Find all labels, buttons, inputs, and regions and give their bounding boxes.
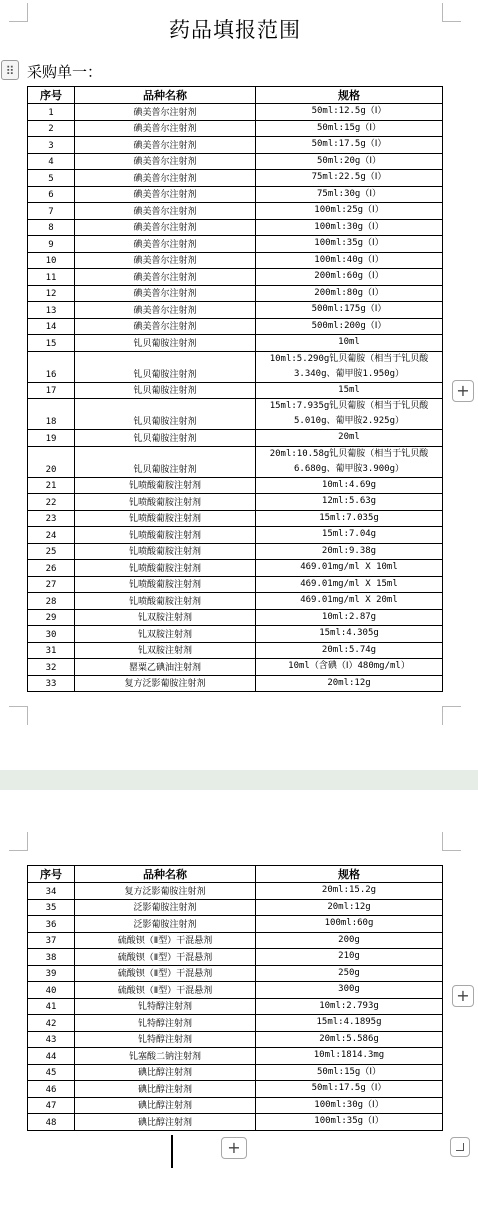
row-drug-name: 碘美普尔注射剂 [75,252,256,269]
row-drug-name: 碘美普尔注射剂 [75,104,256,121]
table-row [28,186,443,203]
add-row-plus-icon[interactable]: + [221,1137,247,1159]
table-header-row [28,866,443,883]
row-drug-name: 硫酸钡（Ⅱ型）干混悬剂 [75,949,256,966]
table-row [28,399,443,430]
add-column-plus-icon[interactable]: + [452,380,474,402]
drug-table-1 [27,86,443,692]
row-spec: 20ml:15.2g [256,883,443,900]
row-seq: 1 [28,104,75,121]
table-row [28,593,443,610]
row-spec: 210g [256,949,443,966]
table-row [28,932,443,949]
row-seq: 7 [28,203,75,220]
row-spec: 15ml [256,382,443,399]
crop-mark [442,706,461,725]
row-seq: 24 [28,527,75,544]
row-seq: 16 [28,351,75,382]
row-spec: 20ml:12g [256,675,443,692]
row-seq: 44 [28,1048,75,1065]
row-seq: 43 [28,1031,75,1048]
table-row [28,137,443,154]
table-row [28,675,443,692]
row-seq: 27 [28,576,75,593]
row-seq: 41 [28,998,75,1015]
table-row [28,982,443,999]
add-column-plus-icon[interactable]: + [452,985,474,1007]
row-spec: 10ml:2.87g [256,609,443,626]
row-spec: 100ml:35g（Ⅰ） [256,1114,443,1131]
row-spec: 10ml [256,335,443,352]
row-seq: 13 [28,302,75,319]
row-spec: 20ml:10.58g钆贝葡胺（相当于钆贝酸6.680g、葡甲胺3.900g） [256,446,443,477]
row-spec: 20ml [256,430,443,447]
row-seq: 20 [28,446,75,477]
table-row [28,1064,443,1081]
row-spec: 20ml:9.38g [256,543,443,560]
table-row [28,916,443,933]
table-row [28,1081,443,1098]
row-drug-name: 碘美普尔注射剂 [75,203,256,220]
page-gap [0,770,478,790]
row-drug-name: 碘美普尔注射剂 [75,137,256,154]
table-row [28,335,443,352]
row-drug-name: 钆贝葡胺注射剂 [75,351,256,382]
row-spec: 10ml:4.69g [256,477,443,494]
row-spec: 75ml:30g（Ⅰ） [256,186,443,203]
row-seq: 15 [28,335,75,352]
row-seq: 45 [28,1064,75,1081]
table-row [28,302,443,319]
table-row [28,965,443,982]
table-row [28,543,443,560]
row-drug-name: 钆喷酸葡胺注射剂 [75,494,256,511]
table-row [28,153,443,170]
row-seq: 22 [28,494,75,511]
row-spec: 20ml:12g [256,899,443,916]
row-spec: 500ml:200g（Ⅰ） [256,318,443,335]
row-drug-name: 硫酸钡（Ⅱ型）干混悬剂 [75,982,256,999]
row-drug-name: 碘美普尔注射剂 [75,269,256,286]
row-seq: 33 [28,675,75,692]
row-seq: 19 [28,430,75,447]
row-drug-name: 钆双胺注射剂 [75,609,256,626]
row-seq: 34 [28,883,75,900]
table-row [28,527,443,544]
row-spec: 10ml（含碘（Ⅰ）480mg/ml） [256,659,443,676]
table-row [28,170,443,187]
table-row [28,318,443,335]
row-drug-name: 硫酸钡（Ⅱ型）干混悬剂 [75,932,256,949]
table-row [28,642,443,659]
row-seq: 48 [28,1114,75,1131]
row-drug-name: 硫酸钡（Ⅱ型）干混悬剂 [75,965,256,982]
table-row [28,494,443,511]
row-seq: 11 [28,269,75,286]
row-seq: 39 [28,965,75,982]
row-spec: 50ml:20g（Ⅰ） [256,153,443,170]
table-header-row [28,87,443,104]
header-spec: 规格 [256,866,443,883]
row-seq: 32 [28,659,75,676]
row-seq: 29 [28,609,75,626]
row-drug-name: 泛影葡胺注射剂 [75,916,256,933]
row-seq: 3 [28,137,75,154]
row-drug-name: 钆喷酸葡胺注射剂 [75,477,256,494]
row-seq: 18 [28,399,75,430]
row-seq: 37 [28,932,75,949]
document-title: 药品填报范围 [169,18,301,42]
table-row [28,1048,443,1065]
table-row [28,477,443,494]
row-drug-name: 钆塞酸二钠注射剂 [75,1048,256,1065]
table-row [28,1097,443,1114]
table-row [28,560,443,577]
row-spec: 50ml:17.5g（Ⅰ） [256,1081,443,1098]
row-spec: 50ml:17.5g（Ⅰ） [256,137,443,154]
row-seq: 17 [28,382,75,399]
row-drug-name: 复方泛影葡胺注射剂 [75,883,256,900]
table-row [28,430,443,447]
row-drug-name: 碘美普尔注射剂 [75,153,256,170]
row-spec: 100ml:40g（Ⅰ） [256,252,443,269]
row-seq: 47 [28,1097,75,1114]
row-spec: 200ml:80g（Ⅰ） [256,285,443,302]
table-row [28,1031,443,1048]
row-spec: 100ml:35g（Ⅰ） [256,236,443,253]
row-spec: 200ml:60g（Ⅰ） [256,269,443,286]
row-seq: 12 [28,285,75,302]
table-row [28,883,443,900]
row-spec: 100ml:60g [256,916,443,933]
row-drug-name: 碘美普尔注射剂 [75,170,256,187]
table-row [28,446,443,477]
table-row [28,252,443,269]
row-drug-name: 碘美普尔注射剂 [75,219,256,236]
row-spec: 100ml:30g（Ⅰ） [256,1097,443,1114]
header-name: 品种名称 [75,87,256,104]
row-spec: 100ml:30g（Ⅰ） [256,219,443,236]
row-spec: 250g [256,965,443,982]
row-seq: 10 [28,252,75,269]
table-row [28,659,443,676]
row-seq: 9 [28,236,75,253]
row-drug-name: 碘比醇注射剂 [75,1081,256,1098]
table-row [28,626,443,643]
header-seq: 序号 [28,866,75,883]
table-row [28,899,443,916]
header-name: 品种名称 [75,866,256,883]
row-drug-name: 罂粟乙碘油注射剂 [75,659,256,676]
row-drug-name: 碘比醇注射剂 [75,1097,256,1114]
table-row [28,382,443,399]
row-drug-name: 钆喷酸葡胺注射剂 [75,593,256,610]
row-spec: 10ml:5.290g钆贝葡胺（相当于钆贝酸3.340g、葡甲胺1.950g） [256,351,443,382]
row-drug-name: 钆特醇注射剂 [75,998,256,1015]
row-drug-name: 钆双胺注射剂 [75,642,256,659]
row-drug-name: 钆特醇注射剂 [75,1031,256,1048]
row-seq: 2 [28,120,75,137]
row-seq: 30 [28,626,75,643]
row-spec: 20ml:5.74g [256,642,443,659]
crop-mark [442,832,461,851]
section-heading: 采购单一： [27,63,103,81]
row-spec: 15ml:7.935g钆贝葡胺（相当于钆贝酸5.010g、葡甲胺2.925g） [256,399,443,430]
header-seq: 序号 [28,87,75,104]
row-seq: 5 [28,170,75,187]
table-row [28,576,443,593]
text-cursor [171,1135,173,1168]
table-row [28,1114,443,1131]
table-row [28,609,443,626]
row-spec: 15ml:7.04g [256,527,443,544]
row-spec: 75ml:22.5g（Ⅰ） [256,170,443,187]
row-drug-name: 碘美普尔注射剂 [75,318,256,335]
row-spec: 15ml:4.305g [256,626,443,643]
table-resize-icon[interactable] [450,1137,470,1157]
row-spec: 10ml:1814.3mg [256,1048,443,1065]
row-seq: 14 [28,318,75,335]
row-spec: 469.01mg/ml X 15ml [256,576,443,593]
row-seq: 40 [28,982,75,999]
row-drug-name: 碘美普尔注射剂 [75,120,256,137]
table-row [28,998,443,1015]
table-row [28,236,443,253]
row-spec: 100ml:25g（Ⅰ） [256,203,443,220]
table-row [28,285,443,302]
row-drug-name: 碘比醇注射剂 [75,1064,256,1081]
row-spec: 50ml:12.5g（Ⅰ） [256,104,443,121]
row-drug-name: 钆喷酸葡胺注射剂 [75,527,256,544]
row-drug-name: 钆喷酸葡胺注射剂 [75,510,256,527]
crop-mark [9,706,28,725]
row-drug-name: 碘比醇注射剂 [75,1114,256,1131]
row-spec: 10ml:2.793g [256,998,443,1015]
crop-mark [9,832,28,851]
row-spec: 500ml:175g（Ⅰ） [256,302,443,319]
table-row [28,510,443,527]
table-row [28,949,443,966]
row-drug-name: 钆喷酸葡胺注射剂 [75,576,256,593]
table-row [28,203,443,220]
row-seq: 23 [28,510,75,527]
row-spec: 469.01mg/ml X 10ml [256,560,443,577]
row-seq: 25 [28,543,75,560]
row-seq: 6 [28,186,75,203]
row-spec: 15ml:4.1895g [256,1015,443,1032]
row-drug-name: 钆贝葡胺注射剂 [75,430,256,447]
row-drug-name: 碘美普尔注射剂 [75,302,256,319]
row-drug-name: 泛影葡胺注射剂 [75,899,256,916]
table-row [28,1015,443,1032]
row-seq: 21 [28,477,75,494]
row-spec: 15ml:7.035g [256,510,443,527]
row-spec: 50ml:15g（Ⅰ） [256,120,443,137]
row-drug-name: 钆喷酸葡胺注射剂 [75,543,256,560]
table-row [28,120,443,137]
table-row [28,219,443,236]
row-seq: 26 [28,560,75,577]
row-seq: 38 [28,949,75,966]
table-drag-handle-icon[interactable]: ⠿ [1,60,19,80]
table-row [28,269,443,286]
row-spec: 200g [256,932,443,949]
row-seq: 42 [28,1015,75,1032]
header-spec: 规格 [256,87,443,104]
row-seq: 4 [28,153,75,170]
row-drug-name: 钆喷酸葡胺注射剂 [75,560,256,577]
row-spec: 469.01mg/ml X 20ml [256,593,443,610]
row-drug-name: 钆双胺注射剂 [75,626,256,643]
row-seq: 46 [28,1081,75,1098]
row-drug-name: 碘美普尔注射剂 [75,186,256,203]
row-seq: 8 [28,219,75,236]
row-seq: 28 [28,593,75,610]
row-spec: 12ml:5.63g [256,494,443,511]
table-row [28,104,443,121]
row-drug-name: 碘美普尔注射剂 [75,285,256,302]
row-spec: 20ml:5.586g [256,1031,443,1048]
row-drug-name: 复方泛影葡胺注射剂 [75,675,256,692]
row-drug-name: 钆贝葡胺注射剂 [75,335,256,352]
row-drug-name: 钆特醇注射剂 [75,1015,256,1032]
row-drug-name: 碘美普尔注射剂 [75,236,256,253]
row-spec: 50ml:15g（Ⅰ） [256,1064,443,1081]
row-spec: 300g [256,982,443,999]
row-seq: 36 [28,916,75,933]
row-seq: 35 [28,899,75,916]
drug-table-2 [27,865,443,1131]
row-drug-name: 钆贝葡胺注射剂 [75,382,256,399]
row-seq: 31 [28,642,75,659]
row-drug-name: 钆贝葡胺注射剂 [75,446,256,477]
row-drug-name: 钆贝葡胺注射剂 [75,399,256,430]
table-row [28,351,443,382]
